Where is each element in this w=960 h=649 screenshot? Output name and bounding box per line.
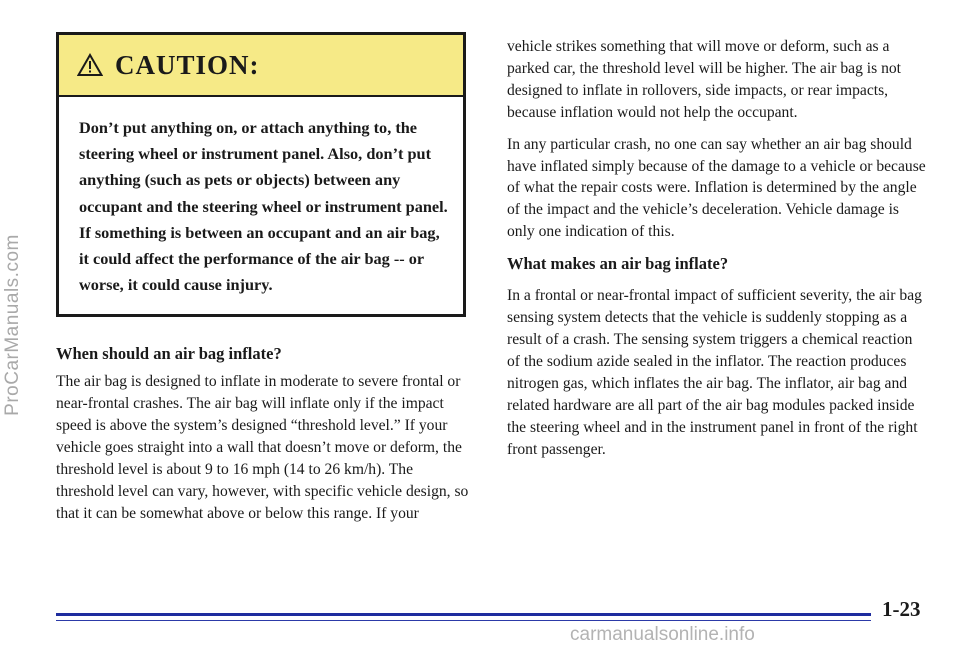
left-watermark — [0, 0, 26, 649]
warning-triangle-icon — [77, 53, 103, 77]
left-watermark-text: ProCarManuals.com — [2, 234, 23, 416]
section-heading-when: When should an air bag inflate? — [56, 344, 282, 364]
caution-title: CAUTION: — [115, 49, 260, 80]
caution-body: Don’t put anything on, or attach anything to, the steering wheel or instrument panel. Also, don’t put anything (such as pets or objects) between any occupant and the steering wheel or instrument panel. If something is between an occupant and an air bag, it could affect the performance of the air bag -- or worse, it could cause injury. — [79, 118, 448, 295]
right-column — [507, 36, 927, 460]
caution-header — [59, 35, 463, 97]
paragraph-when: The air bag is designed to inflate in moderate to severe frontal or near-frontal crashes. The air bag will inflate only if the impact speed is above the system’s designed “threshold level.” If your vehicle goes straight into a wall that doesn’t move or deform, the threshold level is about 9 to 16 mph (14 to 26 km/h). The threshold level can vary, however, with specific vehicle design, so that it can be somewhat above or below this range. If your — [56, 373, 469, 522]
paragraph-what: In a frontal or near-frontal impact of sufficient severity, the air bag sensing system detects that the vehicle is suddenly stopping as a result of a crash. The sensing system triggers a chemical reaction of the sodium azide sealed in the inflator. The reaction produces nitrogen gas, which inflates the air bag. The inflator, air bag and related hardware are all part of the air bag modules packed inside the steering wheel and in the instrument panel in front of the right front passenger. — [507, 287, 922, 458]
footer-rule-thick — [56, 613, 871, 616]
paragraph-crash: In any particular crash, no one can say whether an air bag should have inflated simply because of the damage to a vehicle or because of what the repair costs were. Inflation is determined by the angle of the impact and the vehicle’s deceleration. Vehicle damage is only one indication of this. — [507, 135, 926, 241]
footer-rule-thin — [56, 620, 871, 621]
caution-box — [56, 32, 466, 317]
left-column — [56, 32, 472, 525]
left-section — [56, 343, 472, 524]
bottom-watermark: carmanualsonline.info — [570, 624, 755, 645]
section-heading-what: What makes an air bag inflate? — [507, 254, 729, 274]
page-number: 1-23 — [882, 597, 921, 621]
paragraph-threshold: vehicle strikes something that will move or deform, such as a parked car, the threshold level will be higher. The air bag is not designed to inflate in rollovers, side impacts, or rear impacts, because inflation would not help the occupant. — [507, 38, 902, 121]
